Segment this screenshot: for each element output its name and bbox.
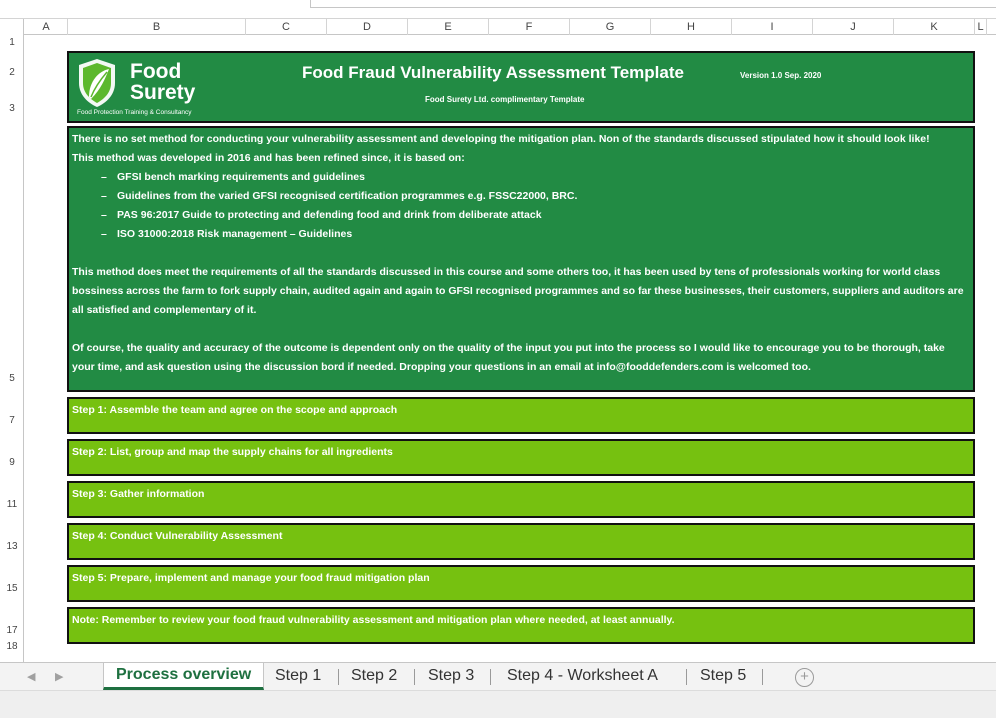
intro-paragraph-4: Of course, the quality and accuracy of the outcome is dependent only on the quality of the input you put into the process so I would like to encourage you to be thorough, take your time, and ask question using the discussion bord if needed. Dropping your questions in an email at info@fooddefenders.com is welcomed too. (72, 342, 945, 373)
header-banner[interactable] (67, 51, 975, 123)
formula-input[interactable] (310, 0, 996, 8)
list-item (72, 225, 970, 244)
row-header-13[interactable]: 13 (6, 541, 18, 552)
list-item-text: ISO 31000:2018 Risk management – Guidelines (117, 228, 353, 240)
previous-sheet-icon[interactable]: ◀ (27, 671, 36, 683)
row-header-15[interactable]: 15 (6, 583, 18, 594)
row-header-18[interactable]: 18 (6, 641, 18, 652)
column-header-k[interactable]: K (894, 19, 975, 35)
tab-step-3[interactable]: Step 3 (428, 667, 475, 684)
status-bar (0, 690, 996, 718)
source-list (72, 168, 970, 244)
row-header-11[interactable]: 11 (6, 499, 18, 510)
review-note-banner[interactable]: Note: Remember to review your food fraud vulnerability assessment and mitigation plan where needed, at least annually. (67, 607, 975, 644)
logo-tagline: Food Protection Training & Consultancy (77, 109, 192, 116)
list-item (72, 168, 970, 187)
row-header-17[interactable]: 17 (6, 625, 18, 636)
food-surety-logo (75, 57, 205, 119)
sheet-tabs-bar (0, 662, 996, 690)
tab-step-5[interactable]: Step 5 (700, 667, 747, 684)
intro-paragraph-2: This method was developed in 2016 and has been refined since, it is based on: (72, 152, 465, 164)
column-header-e[interactable]: E (408, 19, 489, 35)
step-5-banner[interactable]: Step 5: Prepare, implement and manage your food fraud mitigation plan (67, 565, 975, 602)
shield-leaf-icon (75, 57, 119, 109)
intro-paragraph-1: There is no set method for conducting your vulnerability assessment and developing the mitigation plan. Non of the standards discussed stipulated how it should look like! (72, 133, 930, 145)
column-header-h[interactable]: H (651, 19, 732, 35)
tab-process-overview[interactable]: Process overview (103, 663, 264, 690)
column-header-g[interactable]: G (570, 19, 651, 35)
row-header-5[interactable]: 5 (9, 373, 15, 384)
intro-paragraph-3: This method does meet the requirements of all the standards discussed in this course and some others too, it has been used by tens of professionals working for world class bossiness across the farm to fork supply chain, audited again and again to GFSI recognised programmes and so far these businesses, their customers, suppliers and auditors are all satisfied and complementary of it. (72, 266, 964, 316)
intro-text-block[interactable] (67, 126, 975, 392)
column-header-f[interactable]: F (489, 19, 570, 35)
step-2-banner[interactable]: Step 2: List, group and map the supply chains for all ingredients (67, 439, 975, 476)
page-title: Food Fraud Vulnerability Assessment Template (302, 63, 684, 82)
logo-text-food: Food (130, 60, 182, 83)
row-header-1[interactable]: 1 (9, 37, 15, 48)
list-item-text: PAS 96:2017 Guide to protecting and defending food and drink from deliberate attack (117, 209, 542, 221)
row-header-9[interactable]: 9 (9, 457, 15, 468)
row-header-2[interactable]: 2 (9, 67, 15, 78)
tab-step-2[interactable]: Step 2 (351, 667, 398, 684)
tab-step-1[interactable]: Step 1 (275, 667, 322, 684)
list-item (72, 206, 970, 225)
column-header-j[interactable]: J (813, 19, 894, 35)
add-sheet-icon[interactable]: + (795, 668, 814, 687)
column-header-l[interactable]: L (975, 19, 987, 35)
version-label: Version 1.0 Sep. 2020 (740, 71, 822, 80)
column-header-d[interactable]: D (327, 19, 408, 35)
step-4-banner[interactable]: Step 4: Conduct Vulnerability Assessment (67, 523, 975, 560)
select-all-corner[interactable] (0, 19, 24, 35)
list-item (72, 187, 970, 206)
column-header-a[interactable]: A (25, 19, 68, 35)
step-3-banner[interactable]: Step 3: Gather information (67, 481, 975, 518)
formula-bar-strip (0, 0, 996, 19)
tab-step-4-worksheet-a[interactable]: Step 4 - Worksheet A (507, 667, 658, 684)
column-header-b[interactable]: B (68, 19, 246, 35)
subtitle: Food Surety Ltd. complimentary Template (425, 95, 585, 104)
row-header-7[interactable]: 7 (9, 415, 15, 426)
column-header-c[interactable]: C (246, 19, 327, 35)
logo-text-surety: Surety (130, 81, 196, 104)
list-item-text: Guidelines from the varied GFSI recognised certification programmes e.g. FSSC22000, BRC. (117, 190, 578, 202)
row-headers (0, 35, 24, 662)
row-header-3[interactable]: 3 (9, 103, 15, 114)
list-item-text: GFSI bench marking requirements and guidelines (117, 171, 365, 183)
column-header-i[interactable]: I (732, 19, 813, 35)
column-headers (0, 19, 996, 35)
next-sheet-icon[interactable]: ▶ (55, 671, 64, 683)
step-1-banner[interactable]: Step 1: Assemble the team and agree on the scope and approach (67, 397, 975, 434)
